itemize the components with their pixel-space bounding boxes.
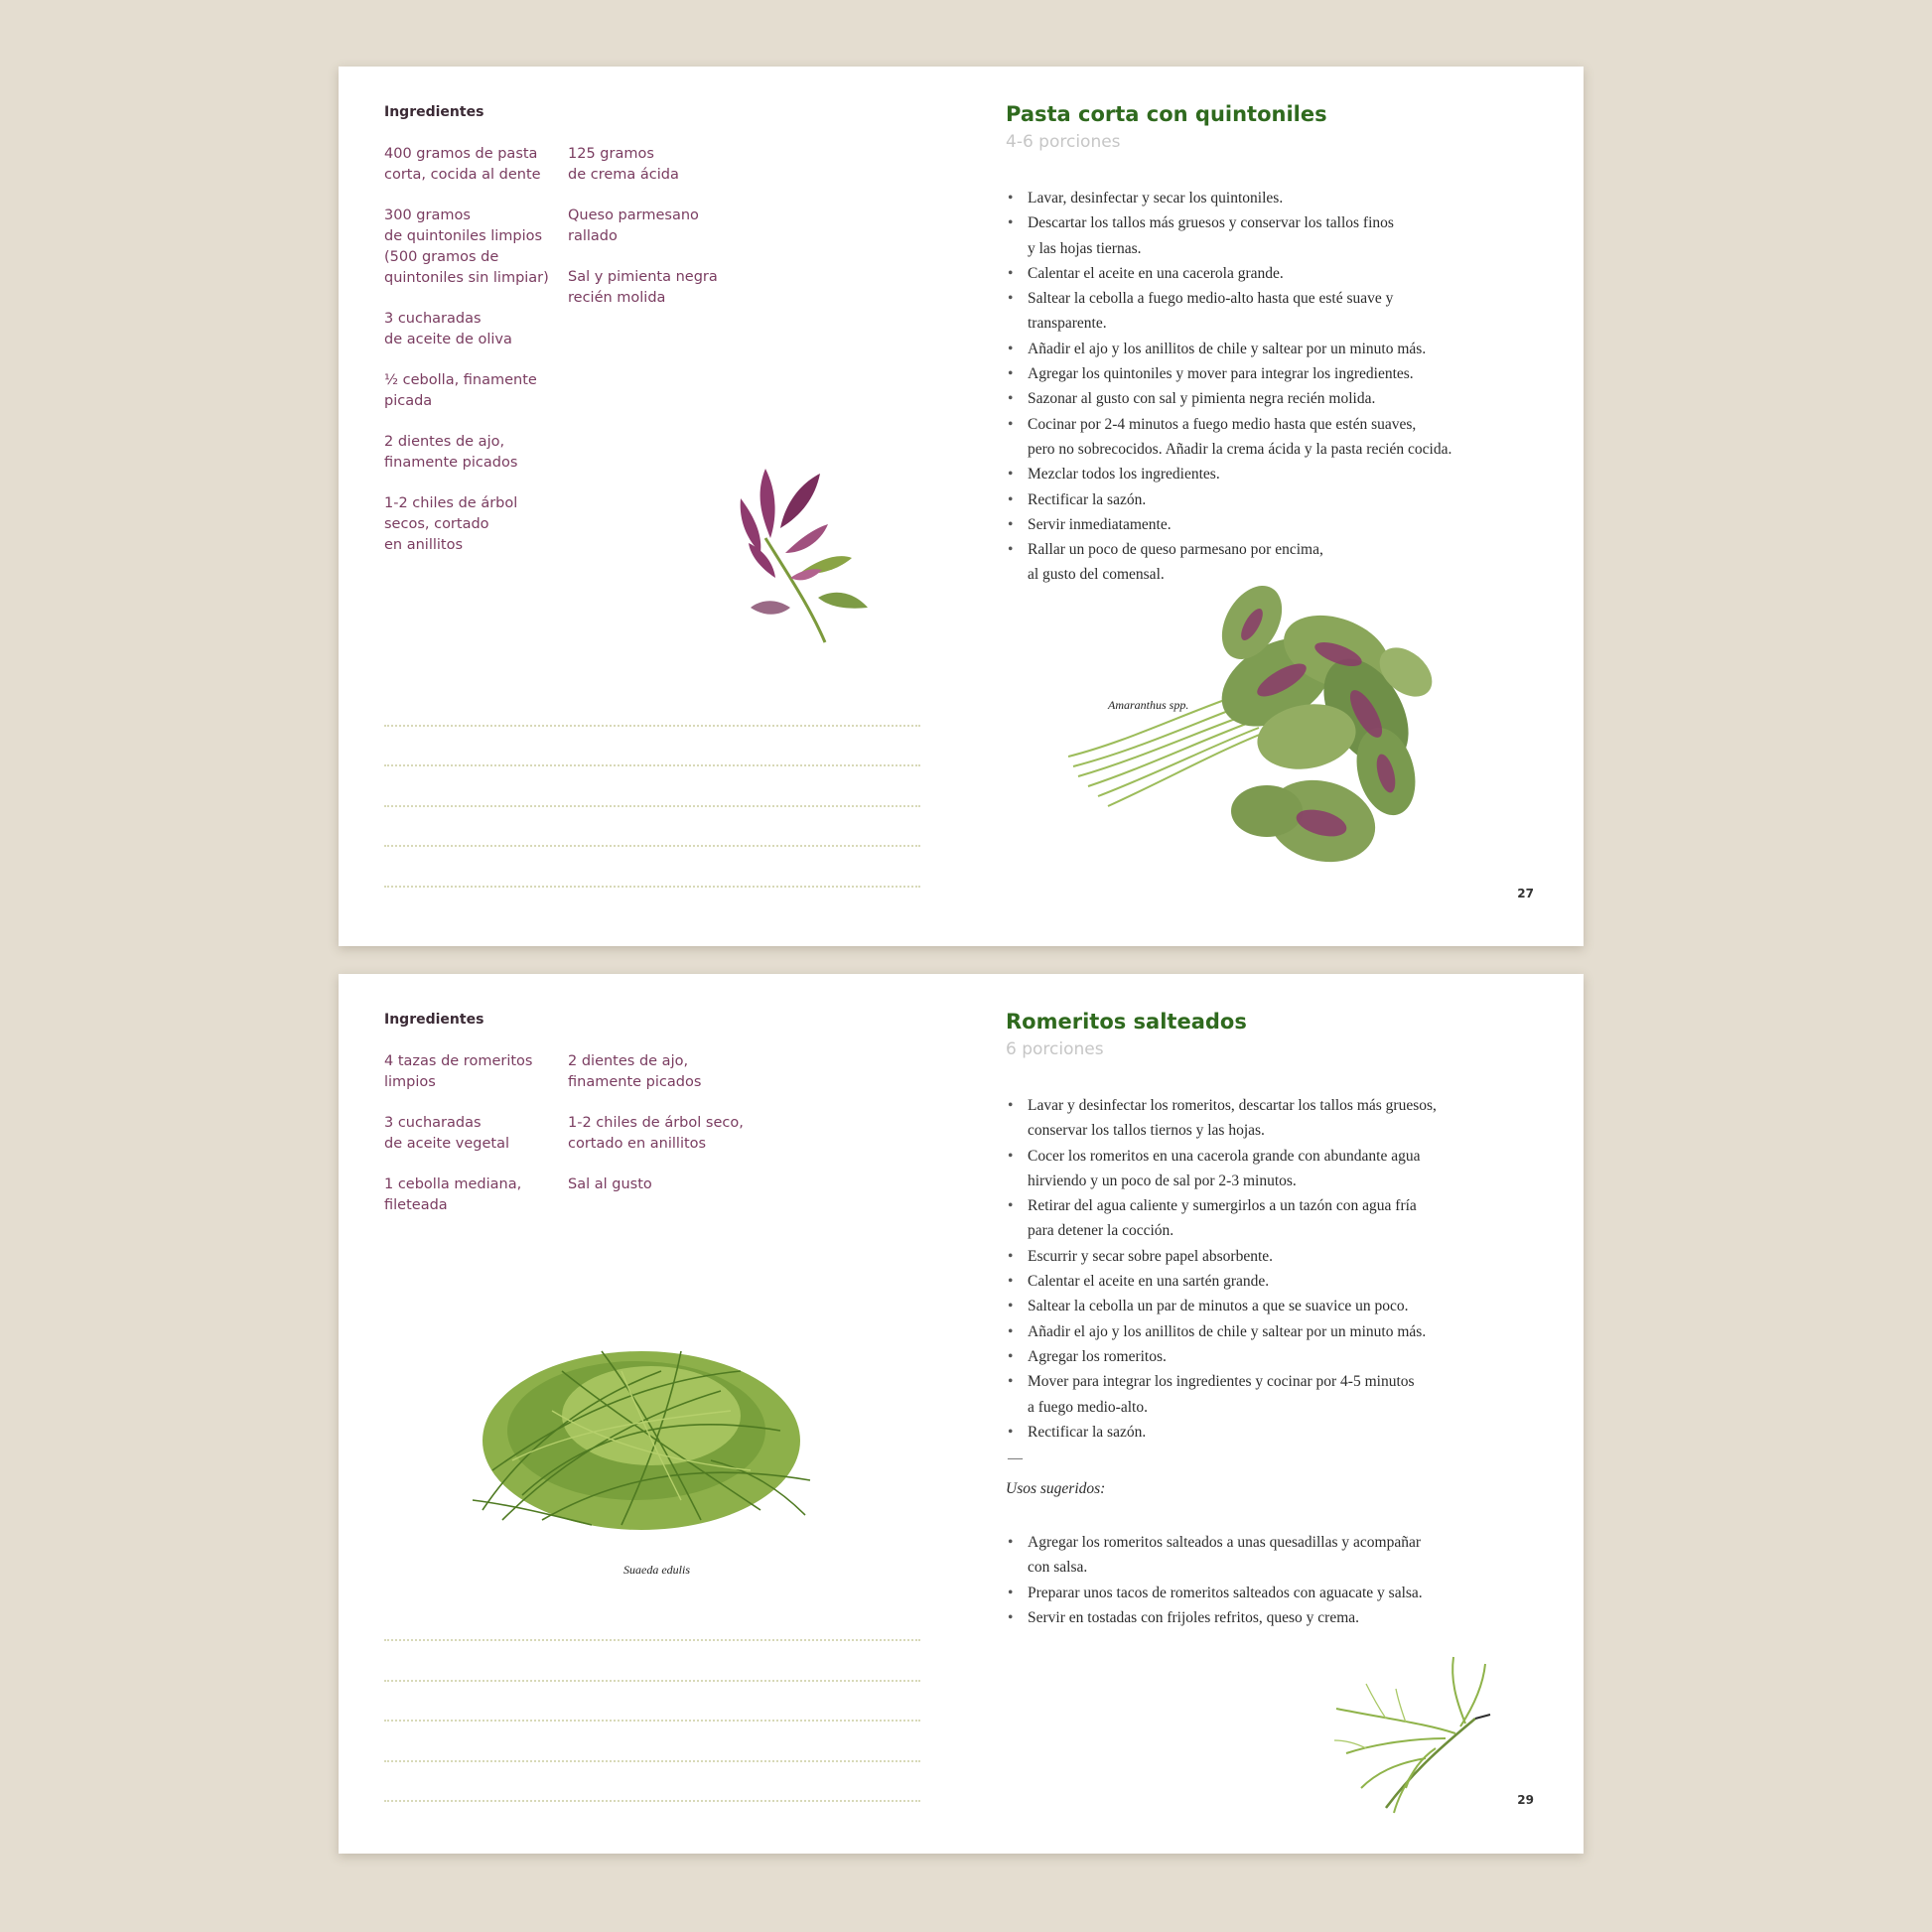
step-item: • Escurrir y secar sobre papel absorbente.: [1006, 1244, 1542, 1269]
ingredients-column-2: [568, 1051, 766, 1215]
recipe-title: Pasta corta con quintoniles: [1006, 102, 1327, 126]
step-item: • Sazonar al gusto con sal y pimienta negra recién molida.: [1006, 386, 1542, 411]
step-item: • Agregar los quintoniles y mover para integrar los ingredientes.: [1006, 361, 1542, 386]
note-line: [384, 845, 920, 847]
illustration-caption: Suaeda edulis: [623, 1563, 690, 1577]
note-line: [384, 1639, 920, 1641]
suggested-uses: [1006, 1530, 1542, 1630]
step-item: • Lavar y desinfectar los romeritos, descartar los tallos más gruesos, conservar los tallos tiernos y las hojas.: [1006, 1093, 1542, 1144]
recipe-portions: 4-6 porciones: [1006, 132, 1121, 152]
book-spread-pasta: [339, 67, 1584, 946]
note-line: [384, 1720, 920, 1722]
recipe-portions: 6 porciones: [1006, 1039, 1104, 1059]
recipe-steps: [1006, 1093, 1542, 1445]
use-item: • Servir en tostadas con frijoles refritos, queso y crema.: [1006, 1605, 1542, 1630]
step-item: • Mover para integrar los ingredientes y cocinar por 4-5 minutos a fuego medio-alto.: [1006, 1369, 1542, 1420]
step-item: • Mezclar todos los ingredientes.: [1006, 462, 1542, 486]
ingredients-column-1: [384, 144, 553, 576]
step-item: • Cocer los romeritos en una cacerola grande con abundante agua hirviendo y un poco de sal por 2-3 minutos.: [1006, 1144, 1542, 1194]
step-item: • Servir inmediatamente.: [1006, 512, 1542, 537]
recipe-steps: [1006, 186, 1542, 588]
step-item: • Rallar un poco de queso parmesano por encima, al gusto del comensal.: [1006, 537, 1542, 588]
step-item: • Calentar el aceite en una sartén grande.: [1006, 1269, 1542, 1294]
recipe-title: Romeritos salteados: [1006, 1010, 1247, 1034]
ingredient-item: 2 dientes de ajo, finamente picados: [568, 1053, 702, 1090]
step-item: • Añadir el ajo y los anillitos de chile y saltear por un minuto más.: [1006, 337, 1542, 361]
ingredient-item: 3 cucharadas de aceite vegetal: [384, 1115, 509, 1152]
amaranth-flower-illustration: [731, 459, 870, 647]
step-item: • Cocinar por 2-4 minutos a fuego medio hasta que estén suaves, pero no sobrecocidos. Añadir la crema ácida y la pasta recién cocida.: [1006, 412, 1542, 463]
step-item: • Rectificar la sazón.: [1006, 487, 1542, 512]
step-item: • Calentar el aceite en una cacerola grande.: [1006, 261, 1542, 286]
ingredient-item: 2 dientes de ajo, finamente picados: [384, 434, 518, 471]
step-item: • Agregar los romeritos.: [1006, 1344, 1542, 1369]
quintonil-bunch-illustration: [1068, 563, 1446, 891]
ingredient-item: 4 tazas de romeritos limpios: [384, 1053, 533, 1090]
step-item: • Saltear la cebolla un par de minutos a que se suavice un poco.: [1006, 1294, 1542, 1318]
ingredient-item: 125 gramos de crema ácida: [568, 146, 679, 183]
ingredient-item: Queso parmesano rallado: [568, 207, 699, 244]
step-item: • Retirar del agua caliente y sumergirlos a un tazón con agua fría para detener la cocción.: [1006, 1193, 1542, 1244]
book-spread-romeritos: [339, 974, 1584, 1854]
note-line: [384, 725, 920, 727]
note-line: [384, 1800, 920, 1802]
ingredient-item: 400 gramos de pasta corta, cocida al dente: [384, 146, 541, 183]
note-line: [384, 1680, 920, 1682]
step-item: • Añadir el ajo y los anillitos de chile y saltear por un minuto más.: [1006, 1319, 1542, 1344]
step-item: • Descartar los tallos más gruesos y conservar los tallos finos y las hojas tiernas.: [1006, 210, 1542, 261]
note-line: [384, 1760, 920, 1762]
step-item: • Saltear la cebolla a fuego medio-alto hasta que esté suave y transparente.: [1006, 286, 1542, 337]
ingredients-heading: Ingredientes: [384, 1012, 484, 1028]
section-separator: —: [1008, 1450, 1023, 1466]
use-item: • Agregar los romeritos salteados a unas quesadillas y acompañar con salsa.: [1006, 1530, 1542, 1581]
ingredient-item: ½ cebolla, finamente picada: [384, 372, 537, 409]
note-line: [384, 805, 920, 807]
illustration-caption: Amaranthus spp.: [1108, 698, 1189, 712]
ingredient-item: 300 gramos de quintoniles limpios (500 gramos de quintoniles sin limpiar): [384, 207, 549, 286]
ingredient-item: 1-2 chiles de árbol seco, cortado en anillitos: [568, 1115, 744, 1152]
ingredients-column-2: [568, 144, 737, 329]
step-item: • Lavar, desinfectar y secar los quintoniles.: [1006, 186, 1542, 210]
uses-heading: Usos sugeridos:: [1006, 1480, 1106, 1497]
page-number: 29: [1517, 1793, 1534, 1807]
note-line: [384, 886, 920, 888]
ingredients-heading: Ingredientes: [384, 104, 484, 120]
page-number: 27: [1517, 887, 1534, 900]
romerito-sprig-illustration: [1326, 1649, 1505, 1818]
ingredient-item: Sal y pimienta negra recién molida: [568, 269, 718, 306]
ingredient-item: 1 cebolla mediana, fileteada: [384, 1176, 522, 1213]
ingredient-item: Sal al gusto: [568, 1176, 652, 1192]
romeritos-pile-illustration: [463, 1311, 840, 1540]
ingredient-item: 3 cucharadas de aceite de oliva: [384, 311, 512, 347]
ingredients-column-1: [384, 1051, 553, 1236]
note-line: [384, 764, 920, 766]
ingredient-item: 1-2 chiles de árbol secos, cortado en anillitos: [384, 495, 518, 553]
step-item: • Rectificar la sazón.: [1006, 1420, 1542, 1445]
use-item: • Preparar unos tacos de romeritos salteados con aguacate y salsa.: [1006, 1581, 1542, 1605]
